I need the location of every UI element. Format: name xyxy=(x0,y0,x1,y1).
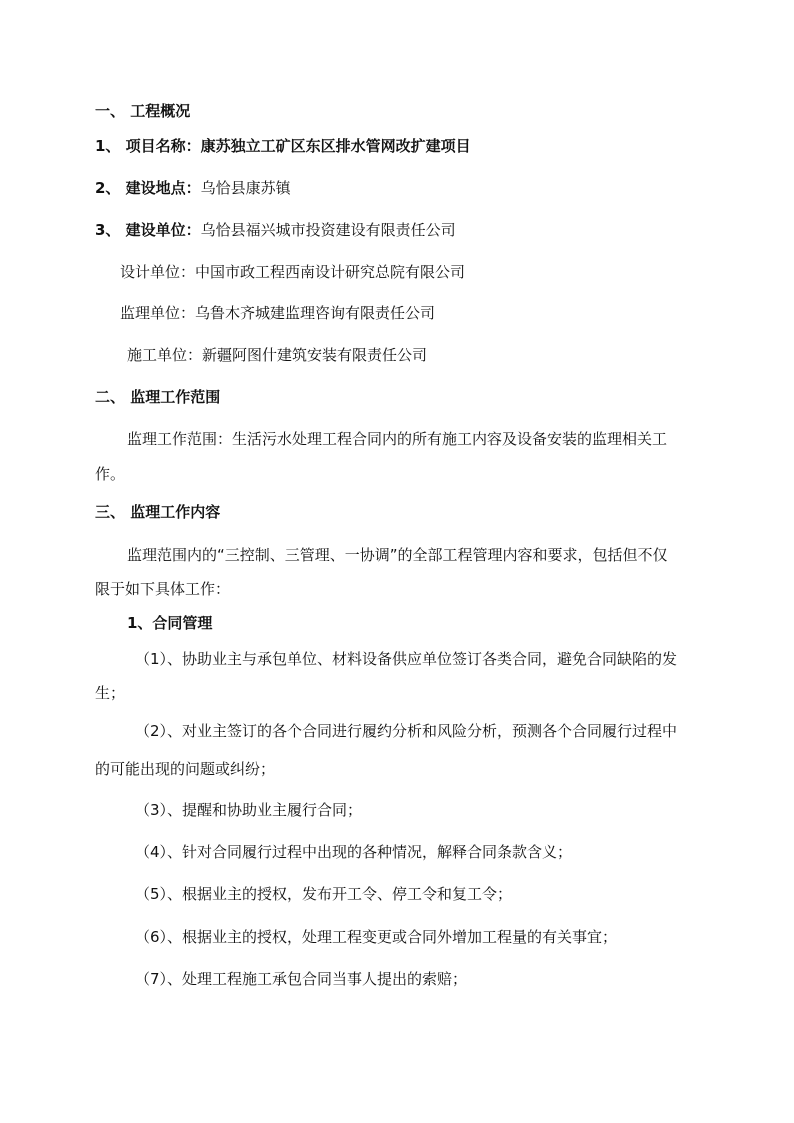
scope-line-2: 作。 xyxy=(95,465,126,483)
list-item-1-line-1: （1）、协助业主与承包单位、材料设备供应单位签订各类合同，避免合同缺陷的发 xyxy=(135,650,678,668)
project-name-label: 1、 项目名称： xyxy=(95,137,201,155)
list-item-2-line-2: 的可能出现的问题或纠纷； xyxy=(95,760,276,778)
contract-management-title: 1、合同管理 xyxy=(127,614,213,632)
builder-label: 3、 建设单位： xyxy=(95,221,201,239)
builder-value: 乌恰县福兴城市投资建设有限责任公司 xyxy=(200,221,456,239)
content-intro-line-1: 监理范围内的“三控制、三管理、一协调”的全部工程管理内容和要求，包括但不仅 xyxy=(127,546,668,564)
section-2-title: 二、 监理工作范围 xyxy=(95,388,221,406)
list-item-2-line-1: （2）、对业主签订的各个合同进行履约分析和风险分析，预测各个合同履行过程中 xyxy=(135,722,678,740)
content-intro-line-2: 限于如下具体工作： xyxy=(95,580,231,598)
location-row xyxy=(95,177,291,199)
list-item-3: （3）、提醒和协助业主履行合同； xyxy=(135,801,363,819)
section-1-title: 一、 工程概况 xyxy=(95,102,191,120)
scope-line-1: 监理工作范围：生活污水处理工程合同内的所有施工内容及设备安装的监理相关工 xyxy=(127,430,668,448)
list-item-4: （4）、针对合同履行过程中出现的各种情况，解释合同条款含义； xyxy=(135,843,573,861)
project-name-row xyxy=(95,135,471,157)
construction-unit: 施工单位：新疆阿图什建筑安装有限责任公司 xyxy=(127,346,428,364)
design-unit: 设计单位：中国市政工程西南设计研究总院有限公司 xyxy=(120,263,466,281)
list-item-1-line-2: 生； xyxy=(95,684,126,702)
list-item-7: （7）、处理工程施工承包合同当事人提出的索赔； xyxy=(135,970,468,988)
location-label: 2、 建设地点： xyxy=(95,179,201,197)
project-name-value: 康苏独立工矿区东区排水管网改扩建项目 xyxy=(200,137,471,155)
supervision-unit: 监理单位：乌鲁木齐城建监理咨询有限责任公司 xyxy=(120,304,436,322)
location-value: 乌恰县康苏镇 xyxy=(200,179,291,197)
list-item-5: （5）、根据业主的授权，发布开工令、停工令和复工令； xyxy=(135,885,513,903)
section-3-title: 三、 监理工作内容 xyxy=(95,503,221,521)
list-item-6: （6）、根据业主的授权，处理工程变更或合同外增加工程量的有关事宜； xyxy=(135,928,618,946)
builder-row xyxy=(95,219,456,241)
